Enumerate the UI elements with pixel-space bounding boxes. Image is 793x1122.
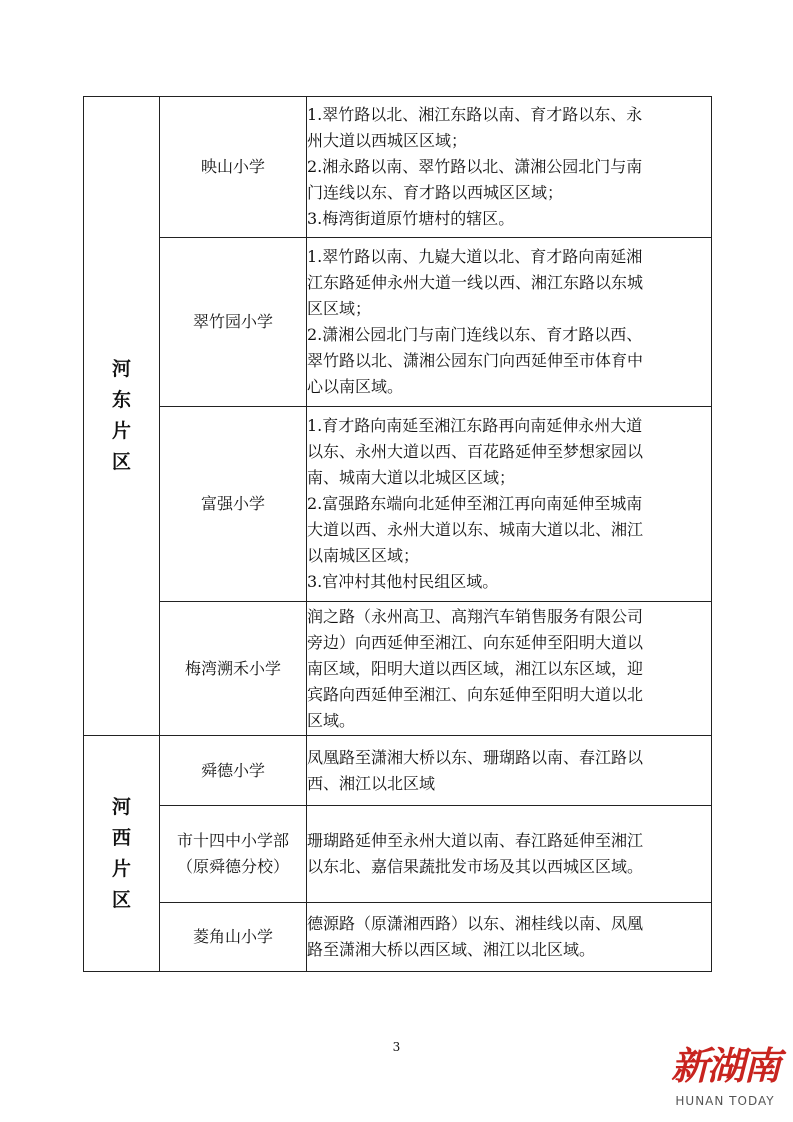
school-name-cell bbox=[160, 407, 307, 602]
school-name: 梅湾溯禾小学 bbox=[184, 658, 281, 678]
table-row bbox=[84, 602, 712, 736]
school-name: 映山小学 bbox=[200, 157, 265, 176]
description-line: 3.梅湾街道原竹塘村的辖区。 bbox=[307, 209, 515, 228]
description-line: 区区域； bbox=[307, 299, 372, 318]
description-line: 3.官冲村其他村民组区域。 bbox=[307, 572, 499, 591]
district-description bbox=[307, 736, 712, 806]
description-line: 以东北、嘉信果蔬批发市场及其以西城区区域。 bbox=[307, 857, 644, 876]
description-line: 旁边）向西延伸至湘江、向东延伸至阳明大道以 bbox=[307, 632, 644, 652]
area-cell-hedong bbox=[84, 97, 160, 736]
description-line: 1.翠竹路以南、九嶷大道以北、育才路向南延湘 bbox=[307, 247, 643, 266]
table-row bbox=[84, 806, 712, 903]
page-number: 3 bbox=[392, 1040, 401, 1054]
description-line: 心以南区域。 bbox=[307, 377, 404, 396]
description-line: 区域。 bbox=[307, 710, 356, 730]
district-description bbox=[307, 238, 712, 407]
logo-english-text: HUNAN TODAY bbox=[675, 1094, 775, 1108]
description-line: 珊瑚路延伸至永州大道以南、春江路延伸至湘江 bbox=[307, 831, 644, 850]
description-line: 以东、永州大道以西、百花路延伸至梦想家园以 bbox=[307, 442, 644, 461]
logo-chinese-text: 新湖南 bbox=[670, 1044, 779, 1088]
school-name: 菱角山小学 bbox=[192, 927, 273, 946]
school-name-cell bbox=[160, 736, 307, 806]
school-name: 舜德小学 bbox=[200, 760, 265, 780]
school-name: 市十四中小学部 bbox=[176, 831, 289, 850]
table-row bbox=[84, 97, 712, 238]
school-name: （原舜德分校） bbox=[176, 857, 289, 876]
area-name-char: 片 bbox=[111, 420, 131, 442]
description-line: 南、城南大道以北城区区域； bbox=[307, 468, 516, 487]
district-description bbox=[307, 602, 712, 736]
description-line: 路至潇湘大桥以西区域、湘江以北区域。 bbox=[307, 940, 596, 959]
hunan-today-logo bbox=[660, 1042, 790, 1118]
school-name-cell bbox=[160, 806, 307, 903]
school-name-cell bbox=[160, 903, 307, 972]
school-district-table bbox=[83, 96, 712, 972]
description-line: 翠竹路以北、潇湘公园东门向西延伸至市体育中 bbox=[307, 351, 644, 370]
description-line: 2.湘永路以南、翠竹路以北、潇湘公园北门与南 bbox=[307, 157, 643, 176]
area-cell-hexi bbox=[84, 736, 160, 972]
description-line: 以南城区区域； bbox=[307, 546, 420, 565]
area-name-char: 河 bbox=[111, 358, 131, 380]
description-line: 西、湘江以北区域 bbox=[307, 773, 436, 793]
description-line: 2.潇湘公园北门与南门连线以东、育才路以西、 bbox=[307, 325, 643, 344]
description-line: 大道以西、永州大道以东、城南大道以北、湘江 bbox=[307, 520, 644, 539]
area-name-char: 区 bbox=[111, 888, 131, 911]
description-line: 门连线以东、育才路以西城区区域； bbox=[307, 183, 564, 202]
area-name-char: 区 bbox=[111, 451, 131, 473]
description-line: 润之路（永州高卫、高翔汽车销售服务有限公司 bbox=[307, 606, 644, 626]
school-name: 富强小学 bbox=[200, 494, 265, 513]
table-row bbox=[84, 238, 712, 407]
description-line: 德源路（原潇湘西路）以东、湘桂线以南、凤凰 bbox=[307, 914, 644, 933]
district-description bbox=[307, 407, 712, 602]
area-name-char: 东 bbox=[111, 389, 131, 411]
area-name-char: 西 bbox=[111, 826, 131, 849]
description-line: 凤凰路至潇湘大桥以东、珊瑚路以南、春江路以 bbox=[307, 747, 644, 767]
district-description bbox=[307, 903, 712, 972]
area-name-char: 河 bbox=[111, 795, 131, 818]
table-row bbox=[84, 903, 712, 972]
description-line: 2.富强路东端向北延伸至湘江再向南延伸至城南 bbox=[307, 494, 643, 513]
description-line: 州大道以西城区区域； bbox=[307, 131, 468, 150]
description-line: 宾路向西延伸至湘江、向东延伸至阳明大道以北 bbox=[307, 684, 644, 704]
school-name-cell bbox=[160, 97, 307, 238]
description-line: 江东路延伸永州大道一线以西、湘江东路以东城 bbox=[307, 273, 644, 292]
area-name-char: 片 bbox=[111, 857, 131, 880]
table-row bbox=[84, 407, 712, 602]
description-line: 1.育才路向南延至湘江东路再向南延伸永州大道 bbox=[307, 416, 643, 435]
description-line: 1.翠竹路以北、湘江东路以南、育才路以东、永 bbox=[307, 105, 643, 124]
school-name-cell bbox=[160, 602, 307, 736]
description-line: 南区域，阳明大道以西区域，湘江以东区域，迎 bbox=[307, 658, 644, 678]
table-row bbox=[84, 736, 712, 806]
school-name-cell bbox=[160, 238, 307, 407]
district-description bbox=[307, 806, 712, 903]
district-description bbox=[307, 97, 712, 238]
school-name: 翠竹园小学 bbox=[192, 312, 273, 331]
